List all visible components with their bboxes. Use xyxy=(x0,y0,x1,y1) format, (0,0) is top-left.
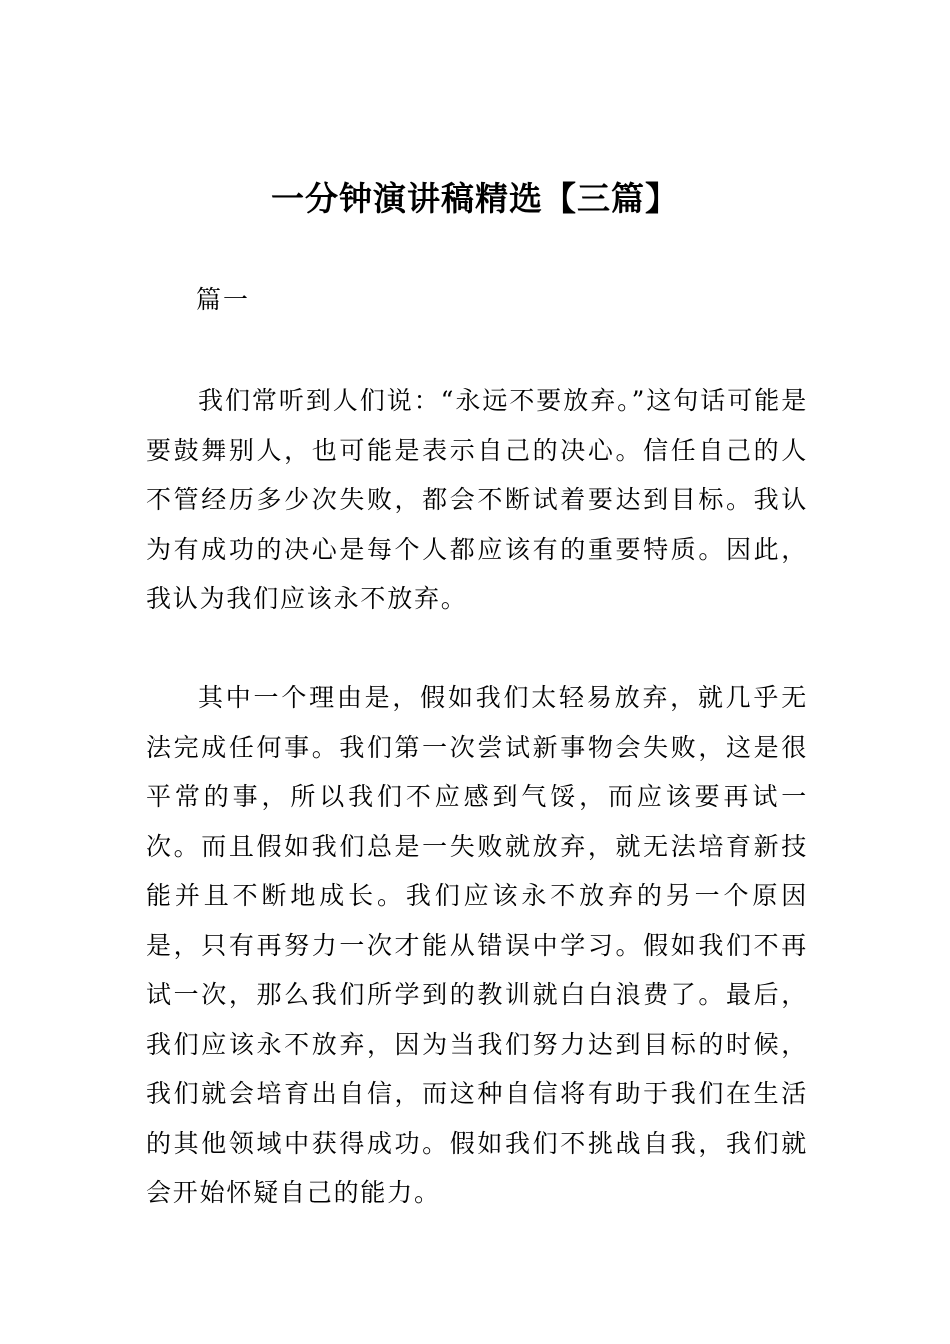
body-paragraph: 我们常听到人们说：“永远不要放弃。”这句话可能是要鼓舞别人，也可能是表示自己的决心。信任自己的人不管经历多少次失败，都会不断试着要达到目标。我认为有成功的决心是每个人都应该有的重要特质。因此，我认为我们应该永不放弃。 xyxy=(146,386,808,613)
section-label: 篇一 xyxy=(196,285,251,314)
document-title: 一分钟演讲稿精选【三篇】 xyxy=(271,179,679,218)
body-paragraph: 其中一个理由是，假如我们太轻易放弃，就几乎无法完成任何事。我们第一次尝试新事物会失败，这是很平常的事，所以我们不应感到气馁，而应该要再试一次。而且假如我们总是一失败就放弃，就无法培育新技能并且不断地成长。我们应该永不放弃的另一个原因是，只有再努力一次才能从错误中学习。假如我们不再试一次，那么我们所学到的教训就白白浪费了。最后，我们应该永不放弃，因为当我们努力达到目标的时候，我们就会培育出自信，而这种自信将有助于我们在生活的其他领域中获得成功。假如我们不挑战自我，我们就会开始怀疑自己的能力。 xyxy=(146,683,808,1207)
